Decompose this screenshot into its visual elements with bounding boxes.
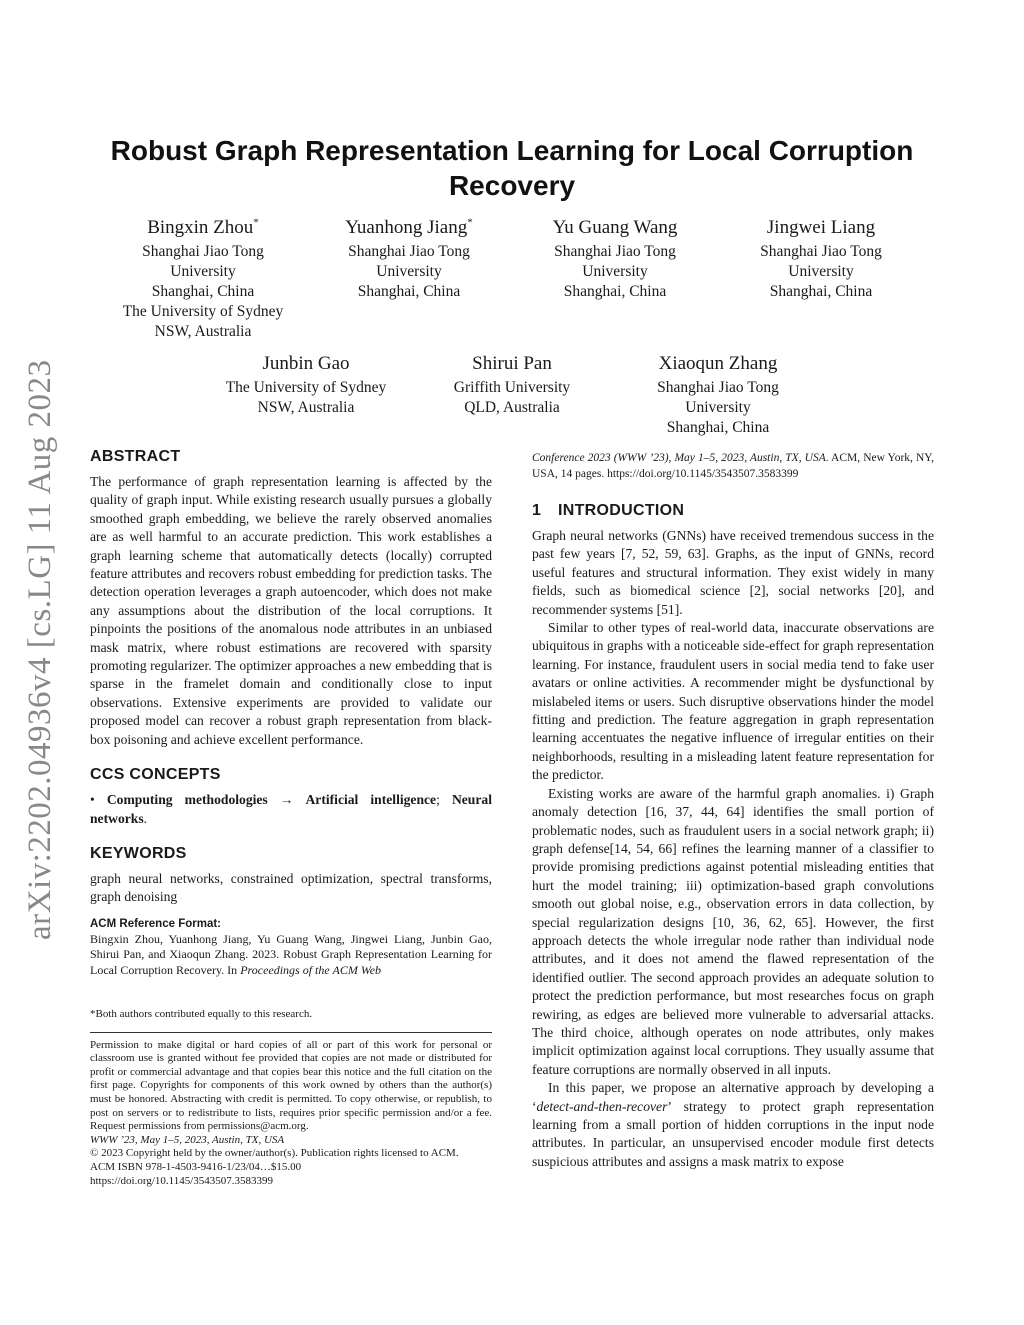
author-block — [100, 215, 306, 342]
author-name: Yuanhong Jiang — [345, 217, 468, 238]
author-name: Shirui Pan — [472, 353, 552, 374]
ccs-heading: CCS CONCEPTS — [90, 766, 221, 784]
author-affiliation: Shanghai, China — [666, 419, 770, 436]
equal-contribution-footnote: *Both authors contributed equally to this research. — [90, 1008, 313, 1020]
author-block — [306, 215, 512, 302]
intro-paragraph-2: Similar to other types of real-world data, inaccurate observations are ubiquitous in graphs with a noticeable side-effect for graph representation learning. For instance, fraudulent users in social media tend to fake user avatars or online activities. A recommender might be dysfunctional by mislabeled items or users. Such disruptive observations hinder the model fitting and prediction. The feature aggregation in graph representation learning accentuates the negative influence of irregular entities on their neighborhoods, resulting in a misleading latent feature representation for the predictor. — [532, 620, 934, 783]
copyright-line: © 2023 Copyright held by the owner/author(s). Publication rights licensed to ACM. — [90, 1147, 459, 1160]
author-name: Bingxin Zhou — [147, 217, 254, 238]
author-block — [203, 351, 409, 418]
abstract-text: The performance of graph representation learning is affected by the quality of graph input. While existing research usually pursues a globally smoothed graph embedding, we believe the rarely observed anomalies are as well harmful to an accurate prediction. This work establishes a graph learning scheme that automatically detects (locally) corrupted feature attributes and recovers robust embedding for prediction tasks. The detection operation leverages a graph autoencoder, which does not make any assumptions about the distribution of the local corruptions. It pinpoints the positions of the anomalous node attributes in an unbiased mask matrix, where robust estimations are recovered with sparsity promoting regularizer. The optimizer approaches a new embedding that is sparse in the framelet domain and conditionally close to input observations. Extensive experiments are provided to validate our proposed model can recover a robust graph representation from black-box poisoning and achieve excellent performance. — [90, 474, 492, 747]
reference-format-heading: ACM Reference Format: — [90, 917, 221, 930]
author-affiliation: Shanghai Jiao Tong — [554, 243, 676, 260]
venue-line: WWW ’23, May 1–5, 2023, Austin, TX, USA — [90, 1133, 285, 1146]
author-affiliation: Shanghai, China — [769, 283, 873, 300]
intro-paragraph-1: Graph neural networks (GNNs) have received tremendous success in the past few years [7, 52, 59, 63]. Graphs, as the input of GNNs, record useful features and structural information. They exist widely in many fields, such as biomedical science [2], social networks [20], and recommender systems [51]. — [532, 528, 934, 617]
reference-format-text: Bingxin Zhou, Yuanhong Jiang, Yu Guang Wang, Jingwei Liang, Junbin Gao, Shirui Pan, and Xiaoqun Zhang. 2023. Robust Graph Representation Learning for Local Corruption Recovery. In Proceedings of the ACM Web — [90, 931, 492, 977]
intro-paragraph-3: Existing works are aware of the harmful graph anomalies. i) Graph anomaly detection [16, 37, 44, 64] identifies the small portion of problematic nodes, such as fraudulent users in a social network graph; ii) graph defense[14, 54, 66] refines the learning manner of a classifier to provide promising predictions against potential misleading entities that hurt the model training; iii) optimization-based graph convolutions smooth out global noise, e.g., observation errors in data collection, by special regularization designs [10, 36, 62, 65]. However, the first approach detects the whole irregular node rather than individual node attributes, and it does not amend the flawed representation of the identified outlier. The second approach provides an adequate solution to protect the prediction performance, but most researches focus on graph rewiring, as edges are believed more vulnerable to adversarial attacks. The third choice, although operates on node attributes, only makes implicit optimization against local corruptions. They usually assume that feature corruptions are normally observed in all inputs. — [532, 785, 934, 1077]
intro-paragraph-4: In this paper, we propose an alternative approach by developing a ‘detect-and-then-recover’ strategy to protect graph representation learning from a small portion of hidden corruptions in the input node attributes. In particular, an unsupervised encoder module first detects suspicious attributes and assigns a mask matrix to expose — [532, 1080, 934, 1169]
author-block — [718, 215, 924, 302]
author-affiliation: NSW, Australia — [257, 399, 355, 416]
author-affiliation: University — [685, 399, 751, 416]
author-name: Jingwei Liang — [766, 217, 876, 238]
reference-format-continued: Conference 2023 (WWW ’23), May 1–5, 2023, Austin, TX, USA. ACM, New York, NY, USA, 14 pages. https://doi.org/10.1145/3543507.3583399 — [532, 452, 934, 480]
author-name: Junbin Gao — [262, 353, 350, 374]
paper-title: Robust Graph Representation Learning for Local Corruption Recovery — [110, 135, 914, 201]
introduction-heading: 1 INTRODUCTION — [532, 502, 685, 519]
author-affiliation: University — [582, 263, 648, 280]
keywords-text: graph neural networks, constrained optimization, spectral transforms, graph denoising — [90, 870, 492, 905]
author-affiliation: University — [170, 263, 236, 280]
author-affiliation: University — [788, 263, 854, 280]
author-affiliation: The University of Sydney — [122, 303, 284, 320]
footnote-divider — [90, 1032, 492, 1033]
author-affiliation: Griffith University — [453, 379, 571, 396]
author-affiliation: Shanghai Jiao Tong — [657, 379, 779, 396]
author-affiliation: NSW, Australia — [154, 323, 252, 340]
author-block — [615, 351, 821, 438]
author-affiliation: Shanghai, China — [151, 283, 255, 300]
ccs-concepts: • Computing methodologies → Artificial intelligence; Neural networks. — [90, 792, 492, 826]
author-affiliation: Shanghai, China — [563, 283, 667, 300]
author-name: Yu Guang Wang — [552, 217, 678, 238]
author-affiliation: Shanghai Jiao Tong — [760, 243, 882, 260]
left-column — [90, 447, 492, 978]
equal-contribution-mark: * — [467, 216, 473, 229]
equal-contribution-mark: * — [253, 216, 259, 229]
author-block — [409, 351, 615, 418]
author-block — [512, 215, 718, 302]
right-column — [532, 451, 934, 1171]
keywords-heading: KEYWORDS — [90, 844, 187, 862]
author-name: Xiaoqun Zhang — [658, 353, 778, 374]
author-affiliation: QLD, Australia — [464, 399, 560, 416]
author-affiliation: The University of Sydney — [225, 379, 387, 396]
author-affiliation: Shanghai Jiao Tong — [142, 243, 264, 260]
author-affiliation: Shanghai, China — [357, 283, 461, 300]
arxiv-identifier: arXiv:2202.04936v4 [cs.LG] 11 Aug 2023 — [22, 359, 58, 940]
author-affiliation: University — [376, 263, 442, 280]
footnote-area — [90, 1008, 492, 1188]
permission-notice: Permission to make digital or hard copies of all or part of this work for personal or classroom use is granted without fee provided that copies are not made or distributed for profit or commercial advantage and that copies bear this notice and the full citation on the first page. Copyrights for components of this work owned by others than the author(s) must be honored. Abstracting with credit is permitted. To copy otherwise, or republish, to post on servers or to redistribute to lists, requires prior specific permission and/or a fee. Request permissions from permissions@acm.org. — [90, 1038, 492, 1133]
abstract-heading: ABSTRACT — [90, 448, 181, 465]
author-affiliation: Shanghai Jiao Tong — [348, 243, 470, 260]
isbn-line: ACM ISBN 978-1-4503-9416-1/23/04…$15.00 — [90, 1160, 302, 1173]
doi-line: https://doi.org/10.1145/3543507.3583399 — [90, 1174, 274, 1187]
